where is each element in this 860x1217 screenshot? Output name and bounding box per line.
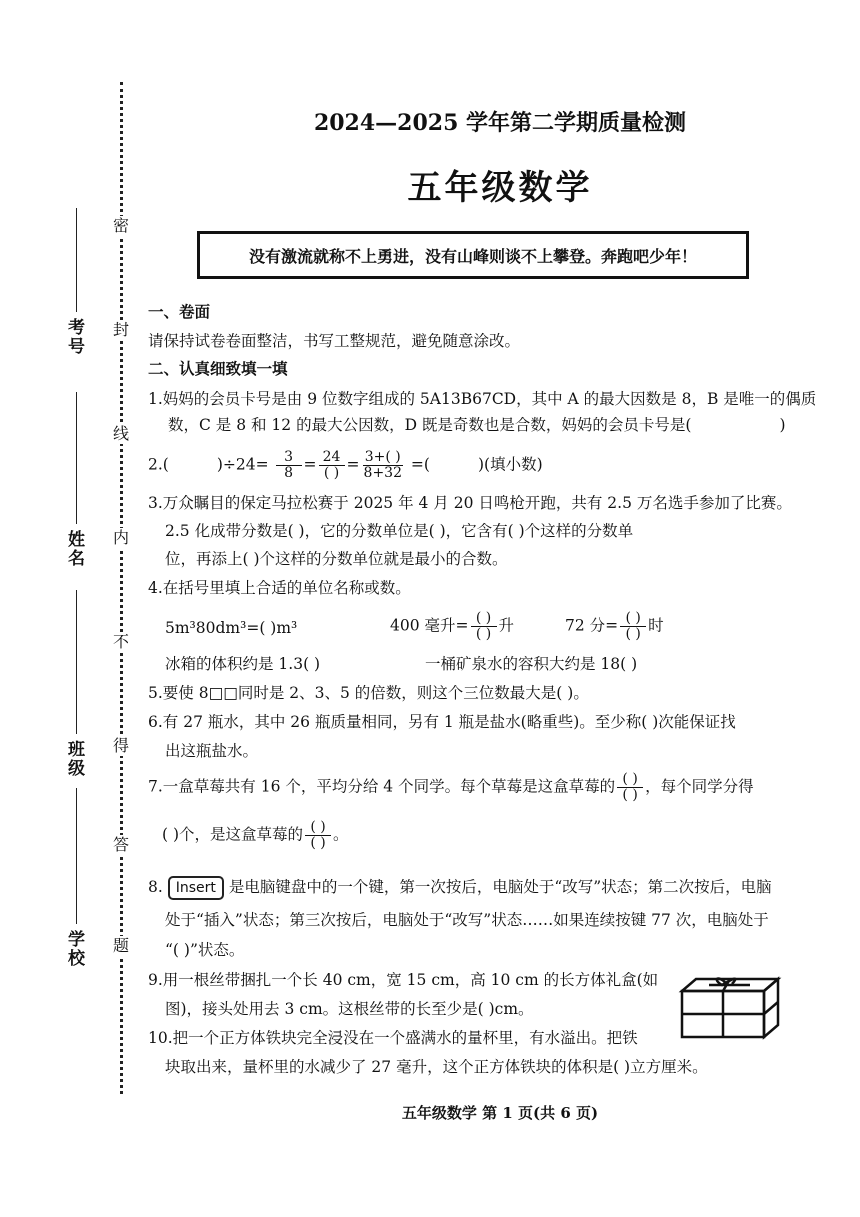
q1-line1: 1.妈妈的会员卡号是由 9 位数字组成的 5A13B67CD，其中 A 的最大因数是 8，B 是唯一的偶质 [148,390,817,408]
seal-char: 不 [112,632,129,651]
q2-eq-2: = [346,455,360,474]
q4-b-text: 400 毫升= [390,616,469,635]
q8-text-1: 是电脑键盘中的一个键，第一次按后，电脑处于“改写”状态；第二次按后，电脑 [228,878,772,896]
q7-fraction-1[interactable] [617,772,643,803]
q2-line [148,450,543,481]
school-field[interactable] [76,788,77,924]
q4-b-unit: 升 [498,616,515,635]
q2-f3-num: 3+( ) [364,449,401,465]
class-label: 班级 [64,740,84,778]
motto-text: 没有激流就称不上勇进，没有山峰则谈不上攀登。奔跑吧少年！ [248,246,697,266]
q4-c-den: ( ) [625,626,641,642]
q7-f2-den: ( ) [310,835,326,851]
q4-c-num: ( ) [620,611,646,627]
q4-b-num: ( ) [471,611,497,627]
q2-eq-1: = [303,455,317,474]
q7-text-2: ( )个，是这盒草莓的 [162,825,304,844]
q4-b-den: ( ) [475,626,492,642]
q2-f3-den: 8+32 [363,465,402,481]
q8-line3: “( )”状态。 [165,941,245,959]
seal-char: 线 [112,424,129,443]
school-label: 学校 [64,930,84,968]
q4-item-a: 5m³80dm³=( )m³ [165,619,298,637]
q2-fraction-2[interactable] [319,450,345,481]
q6-line1: 6.有 27 瓶水，其中 26 瓶质量相同，另有 1 瓶是盐水(略重些)。至少称( )次能保证找 [148,713,736,731]
exam-number-label: 考号 [64,318,84,356]
name-label: 姓名 [64,530,84,568]
q7-line1 [148,772,754,803]
seal-char: 封 [112,320,129,339]
q2-f1-den: 8 [284,465,293,481]
seal-char: 题 [112,936,129,955]
section1-text: 请保持试卷卷面整洁，书写工整规范，避免随意涂改。 [148,332,521,350]
q2-f1-num: 3 [276,450,302,466]
gift-box-image [678,975,782,1041]
q7-fraction-2[interactable] [305,820,331,851]
motto-box [197,231,749,279]
q8-line1 [148,876,772,900]
section2-heading: 二、认真细致填一填 [148,359,288,378]
q9-line2: 图)，接头处用去 3 cm。这根丝带的长至少是( )cm。 [165,1000,534,1018]
q2-end: )(填小数) [477,455,543,474]
q5-line: 5.要使 8□□同时是 2、3、5 的倍数，则这个三位数最大是( )。 [148,684,589,702]
q7-f2-num: ( ) [305,820,331,836]
q7-f1-den: ( ) [622,787,638,803]
q7-f1-num: ( ) [617,772,643,788]
q4-item-d: 冰箱的体积约是 1.3( ) [165,655,321,673]
q6-line2: 出这瓶盐水。 [165,742,259,760]
q4-item-b [390,611,514,642]
q9-line1: 9.用一根丝带捆扎一个长 40 cm，宽 15 cm，高 10 cm 的长方体礼盒(如 [148,971,659,989]
seal-char: 密 [112,216,129,235]
q3-line2: 2.5 化成带分数是( )，它的分数单位是( )，它含有( )个这样的分数单 [165,522,634,540]
seal-char: 答 [112,835,129,854]
section1-heading: 一、卷面 [148,302,211,321]
q4-c-fraction[interactable] [620,611,646,642]
class-field[interactable] [76,590,77,734]
q2-div: )÷24= [216,455,269,474]
q7-text-1: 7.一盒草莓共有 16 个，平均分给 4 个同学。每个草莓是这盒草莓的 [148,777,616,796]
seal-char: 得 [112,736,129,755]
page-footer: 五年级数学 第 1 页(共 6 页) [401,1104,599,1122]
q4-c-unit: 时 [648,616,664,635]
q7-line2 [162,820,349,851]
q3-line1: 3.万众瞩目的保定马拉松赛于 2025 年 4 月 20 日鸣枪开跑，共有 2.5 万名选手参加了比赛。 [148,494,792,512]
q2-f2-num: 24 [319,450,345,466]
q1-close: ) [779,416,786,434]
q1-line2 [168,415,786,435]
q7-text-1-end: ，每个同学分得 [645,777,754,796]
q2-fraction-1 [276,450,302,481]
exam-year-title: 2024—2025 学年第二学期质量检测 [313,110,687,136]
q2-fraction-3[interactable] [362,450,404,481]
exam-number-field[interactable] [76,208,77,312]
q10-line2: 块取出来，量杯里的水减少了 27 毫升，这个正方体铁块的体积是( )立方厘米。 [165,1058,708,1076]
q3-line3: 位，再添上( )个这样的分数单位就是最小的合数。 [165,550,508,568]
q4-b-fraction[interactable] [471,611,497,642]
q8-line2: 处于“插入”状态；第三次按后，电脑处于“改写”状态……如果连续按键 77 次，电脑处于 [165,911,769,929]
q4-item-c [565,611,664,642]
seal-char: 内 [112,528,129,547]
q2-eq-3: =( [410,455,430,474]
name-field[interactable] [76,392,77,524]
q4-line1: 4.在括号里填上合适的单位名称或数。 [148,579,411,597]
subject-title: 五年级数学 [407,168,593,208]
q1-text: 数，C 是 8 和 12 的最大公因数，D 既是奇数也是合数，妈妈的会员卡号是( [168,416,692,434]
q2-start: 2.( [148,455,169,474]
q4-c-text: 72 分= [565,616,619,635]
q8-number: 8. [148,878,163,896]
q7-text-2-end: 。 [333,825,349,844]
q2-f2-den: ( ) [323,465,340,481]
q10-line1: 10.把一个正方体铁块完全浸没在一个盛满水的量杯里，有水溢出。把铁 [148,1029,638,1047]
insert-key-icon: Insert [168,876,224,900]
q4-item-e: 一桶矿泉水的容积大约是 18( ) [425,655,638,673]
